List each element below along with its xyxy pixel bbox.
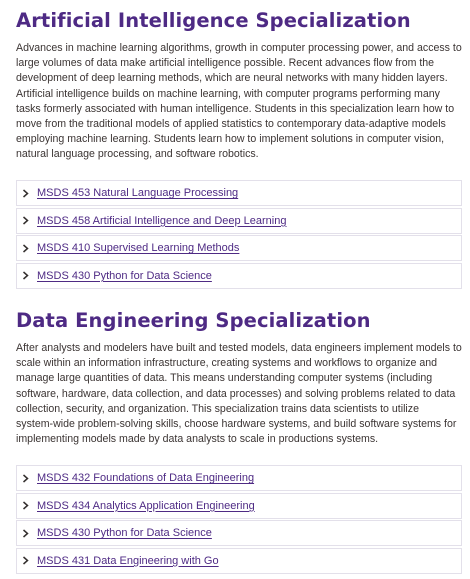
description-line: After analysts and modelers have built and tested models, data engineers implement models to [16, 342, 462, 354]
data-engineering-specialization-title: Data Engineering Specialization [16, 309, 371, 332]
chevron-right-icon [22, 216, 29, 225]
course-link[interactable]: MSDS 434 Analytics Application Engineering [37, 499, 255, 512]
course-accordion-item[interactable] [16, 493, 462, 519]
chevron-right-icon [22, 556, 29, 565]
chevron-right-icon [22, 271, 29, 280]
chevron-right-icon [22, 244, 29, 253]
chevron-right-icon [22, 474, 29, 483]
description-line: natural language processing, and software robotics. [16, 148, 259, 161]
course-link[interactable]: MSDS 432 Foundations of Data Engineering [37, 472, 255, 484]
course-link[interactable]: MSDS 431 Data Engineering with Go [37, 554, 219, 567]
course-accordion-item[interactable] [16, 520, 462, 546]
chevron-right-icon [22, 529, 29, 538]
description-line: scale within an information infrastructure, creating systems and workflows to organize and [16, 357, 438, 370]
chevron-right-icon [22, 189, 29, 198]
course-accordion-item[interactable] [16, 465, 462, 491]
description-line: collection, security, and organization. This specialization trains data scientists to utilize [16, 402, 419, 415]
ai-specialization-description [16, 41, 462, 163]
ai-specialization-section [16, 8, 462, 282]
ai-course-list [16, 180, 462, 290]
data-engineering-course-list [16, 465, 462, 575]
data-engineering-specialization-section [16, 308, 462, 567]
course-link[interactable]: MSDS 458 Artificial Intelligence and Deep Learning [37, 214, 287, 227]
course-accordion-item[interactable] [16, 208, 462, 234]
course-link[interactable]: MSDS 453 Natural Language Processing [37, 187, 239, 199]
description-line: development of deep learning methods, which are neural networks with many hidden layers. [16, 72, 448, 85]
description-line: implementing models made by data analysts to scale in productions systems. [16, 433, 379, 446]
course-link[interactable]: MSDS 430 Python for Data Science [37, 269, 212, 282]
ai-specialization-title: Artificial Intelligence Specialization [16, 9, 411, 32]
description-line: Advances in machine learning algorithms, growth in computer processing power, and access to [16, 42, 462, 54]
course-accordion-item[interactable] [16, 548, 462, 574]
description-line: system-wide problem-solving skills, choose hardware systems, and build software systems for [16, 418, 457, 431]
description-line: software, hardware, data collection, and data processes) and solving problems related to data [16, 387, 456, 400]
course-accordion-item[interactable] [16, 235, 462, 261]
description-line: tasks formerly associated with human intelligence. Students in this specialization learn how to [16, 102, 455, 115]
data-engineering-specialization-description [16, 341, 462, 447]
description-line: manage large quantities of data. This means understanding computer systems (including [16, 372, 433, 385]
course-link[interactable]: MSDS 430 Python for Data Science [37, 527, 212, 540]
course-link[interactable]: MSDS 410 Supervised Learning Methods [37, 242, 240, 255]
course-accordion-item[interactable] [16, 263, 462, 289]
chevron-right-icon [22, 501, 29, 510]
course-accordion-item[interactable] [16, 180, 462, 206]
description-line: move from the traditional models of applied statistics to contemporary data-adaptive models [16, 118, 446, 131]
description-line: Artificial intelligence builds on machine learning, with computer programs performing many [16, 87, 440, 100]
description-line: employing machine learning. Students learn how to implement solutions in computer vision, [16, 133, 445, 146]
description-line: large volumes of data make artificial intelligence possible. Recent advances flow from the [16, 57, 435, 70]
